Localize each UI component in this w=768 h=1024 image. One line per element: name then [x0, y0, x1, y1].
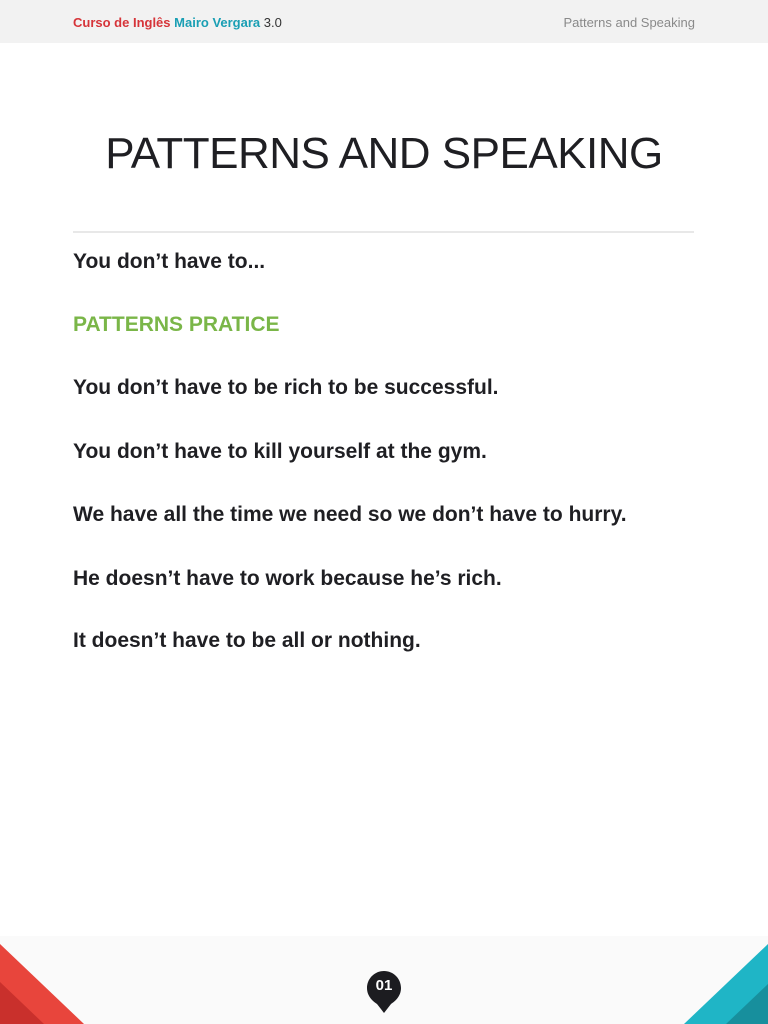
brand-line — [73, 15, 282, 31]
page-number: 01 — [375, 977, 393, 994]
intro-line: You don’t have to... — [73, 250, 266, 273]
brand-version: 3.0 — [263, 15, 282, 30]
pattern-line-1: You don’t have to be rich to be successful. — [73, 376, 499, 399]
footer-corner-left — [0, 944, 84, 1024]
brand-course: Curso de Inglês — [73, 15, 171, 30]
pattern-line-5: It doesn’t have to be all or nothing. — [73, 629, 421, 652]
header-bar — [0, 0, 768, 43]
pattern-line-3: We have all the time we need so we don’t have to hurry. — [73, 503, 627, 526]
footer-corner-right — [684, 944, 768, 1024]
title-divider — [73, 231, 694, 233]
pattern-line-2: You don’t have to kill yourself at the gym. — [73, 440, 487, 463]
header-chapter-title: Patterns and Speaking — [563, 15, 695, 30]
section-heading: PATTERNS PRATICE — [73, 313, 280, 336]
page-title: PATTERNS AND SPEAKING — [105, 129, 663, 178]
brand-author: Mairo Vergara — [174, 15, 261, 30]
pattern-line-4: He doesn’t have to work because he’s rich. — [73, 567, 502, 590]
